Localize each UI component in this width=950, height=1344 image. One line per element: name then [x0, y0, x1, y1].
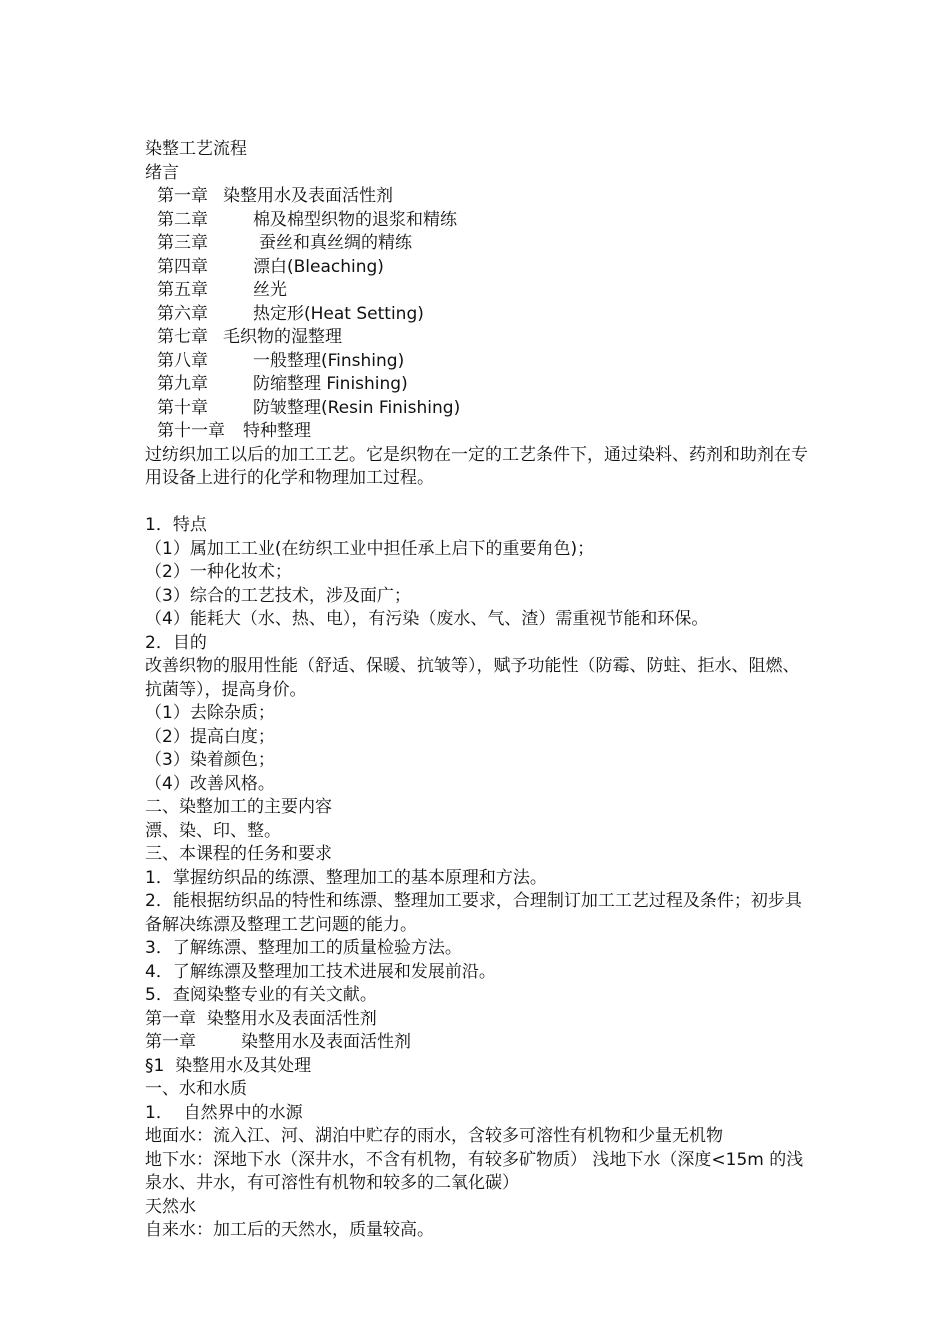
toc-item	[145, 373, 815, 397]
toc-item	[145, 397, 815, 421]
list-item: （4）改善风格。	[145, 773, 275, 794]
toc-chapter-title: 丝光	[253, 280, 287, 300]
toc-chapter-number: 第六章	[157, 303, 208, 324]
list-item: 1．掌握纺织品的练漂、整理加工的基本原理和方法。	[145, 867, 547, 888]
chapter-number: 第一章	[145, 1032, 196, 1052]
toc-chapter-number: 第三章	[157, 233, 208, 253]
toc-item	[145, 303, 815, 327]
paragraph: 天然水	[145, 1196, 196, 1217]
toc-chapter-number: 第四章	[157, 256, 208, 277]
features-heading: 1．特点	[145, 515, 207, 535]
intro-paragraph: 过纺织加工以后的加工工艺。它是织物在一定的工艺条件下，通过染料、药剂和助剂在专用设备上进行的化学和物理加工过程。	[145, 444, 808, 488]
section-heading: 三、本课程的任务和要求	[145, 844, 332, 864]
list-item: 2．能根据纺织品的特性和练漂、整理加工要求，合理制订加工工艺过程及条件；初步具备解决练漂及整理工艺问题的能力。	[145, 891, 802, 935]
paragraph: 地下水：深地下水（深井水，不含有机物，有较多矿物质） 浅地下水（深度<15m 的浅泉水、井水，有可溶性有机物和较多的二氧化碳）	[145, 1149, 804, 1193]
toc-chapter-title: 漂白(Bleaching)	[253, 256, 384, 277]
toc-item	[145, 326, 815, 350]
section-text: 漂、染、印、整。	[145, 820, 281, 841]
toc-chapter-number: 第九章	[157, 374, 208, 394]
toc-chapter-title: 蚕丝和真丝绸的精练	[259, 233, 412, 253]
list-item: （2）提高白度；	[145, 726, 275, 747]
list-item: （3）综合的工艺技术，涉及面广；	[145, 585, 411, 606]
toc-item	[145, 209, 815, 233]
paragraph: 自来水：加工后的天然水，质量较高。	[145, 1220, 434, 1240]
toc-item	[145, 185, 815, 209]
document-title: 染整工艺流程	[145, 139, 247, 159]
subsection-heading: 一、水和水质	[145, 1079, 247, 1099]
toc-item	[145, 232, 815, 256]
purpose-paragraph: 改善织物的服用性能（舒适、保暖、抗皱等），赋予功能性（防霉、防蛀、拒水、阻燃、抗菌等），提高身价。	[145, 656, 800, 700]
section-heading: 二、染整加工的主要内容	[145, 797, 332, 817]
toc-item	[145, 279, 815, 303]
toc-chapter-title: 特种整理	[243, 421, 311, 441]
table-of-contents	[145, 185, 815, 444]
toc-chapter-title: 染整用水及表面活性剂	[223, 186, 393, 206]
toc-chapter-title: 热定形(Heat Setting)	[253, 303, 424, 324]
purpose-heading: 2．目的	[145, 632, 207, 653]
toc-chapter-number: 第十章	[157, 397, 208, 418]
toc-chapter-title: 防缩整理 Finishing)	[253, 374, 408, 394]
toc-chapter-number: 第十一章	[157, 421, 225, 441]
subsection-heading: 1． 自然界中的水源	[145, 1102, 303, 1123]
toc-chapter-title: 毛织物的湿整理	[223, 327, 342, 347]
list-item: 3．了解练漂、整理加工的质量检验方法。	[145, 938, 462, 958]
intro-label: 绪言	[145, 162, 179, 183]
list-item: 5．查阅染整专业的有关文献。	[145, 985, 377, 1005]
section-heading: §1 染整用水及其处理	[145, 1055, 312, 1076]
list-item: （1）属加工工业(在纺织工业中担任承上启下的重要角色)；	[145, 538, 595, 559]
paragraph: 地面水：流入江、河、湖泊中贮存的雨水，含较多可溶性有机物和少量无机物	[145, 1126, 723, 1146]
toc-chapter-title: 一般整理(Finshing)	[253, 350, 405, 371]
spacer	[145, 491, 815, 515]
chapter-heading	[145, 1031, 815, 1055]
chapter-title: 染整用水及表面活性剂	[241, 1032, 411, 1052]
list-item: （3）染着颜色；	[145, 750, 275, 770]
list-item: （4）能耗大（水、热、电），有污染（废水、气、渣）需重视节能和环保。	[145, 609, 709, 629]
toc-item	[145, 256, 815, 280]
toc-chapter-number: 第五章	[157, 280, 208, 300]
toc-chapter-number: 第八章	[157, 350, 208, 371]
toc-chapter-title: 棉及棉型织物的退浆和精练	[253, 209, 457, 230]
toc-chapter-number: 第七章	[157, 327, 208, 347]
list-item: 4．了解练漂及整理加工技术进展和发展前沿。	[145, 961, 496, 982]
list-item: （1）去除杂质；	[145, 703, 275, 723]
toc-item	[145, 420, 815, 444]
toc-chapter-title: 防皱整理(Resin Finishing)	[253, 397, 461, 418]
toc-chapter-number: 第一章	[157, 186, 208, 206]
chapter-heading: 第一章 染整用水及表面活性剂	[145, 1008, 377, 1029]
toc-chapter-number: 第二章	[157, 209, 208, 230]
toc-item	[145, 350, 815, 374]
document-body	[145, 138, 815, 1243]
list-item: （2）一种化妆术；	[145, 562, 292, 582]
